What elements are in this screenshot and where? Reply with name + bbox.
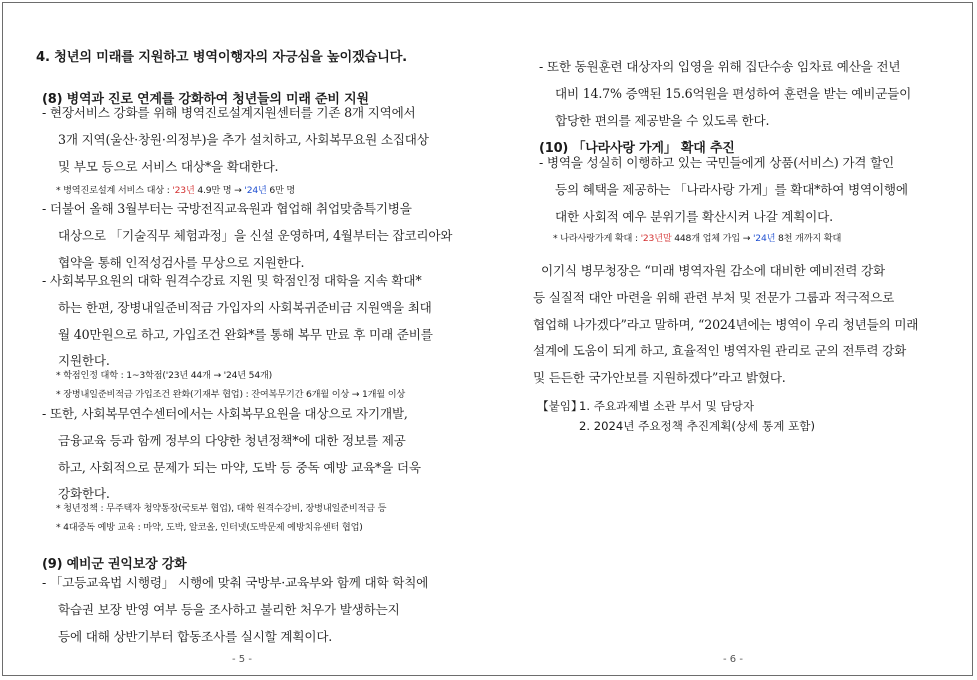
note-year-2024: '24년 bbox=[752, 233, 776, 244]
text-line: - 사회복무요원의 대학 원격수강료 지원 및 학점인정 대학을 지속 확대* bbox=[42, 273, 422, 288]
text-line: 및 부모 등으로 서비스 대상*을 확대한다. bbox=[58, 158, 279, 174]
note-text: * 병역진로설계 서비스 대상 : bbox=[56, 185, 173, 196]
attachment-item-1: 1. 주요과제별 소관 부서 및 담당자 bbox=[579, 399, 755, 413]
footnote-savings-condition: * 장병내일준비적금 가입조건 완화(기재부 협업) : 잔여복무기간 6개월 이상 → 1개월 이상 bbox=[56, 389, 406, 400]
text-line: 월 40만원으로 하고, 가입조건 완화*를 통해 복무 만료 후 미래 준비를 bbox=[58, 326, 433, 342]
text-line: 3개 지역(울산·창원·의정부)을 추가 설치하고, 사회복무요원 소집대상 bbox=[58, 131, 429, 147]
bullet-transport-budget bbox=[539, 54, 911, 134]
note-text: 8천 개까지 확대 bbox=[775, 233, 842, 244]
footnote-store-expansion bbox=[553, 230, 841, 244]
text-line: 금융교육 등과 함께 정부의 다양한 청년정책*에 대한 정보를 제공 bbox=[58, 432, 406, 448]
note-text: 4.9만 명 → bbox=[194, 185, 245, 196]
note-year-2024: '24년 bbox=[244, 185, 267, 196]
footnote-service-target bbox=[56, 182, 295, 196]
text-line: 지원한다. bbox=[58, 353, 110, 369]
text-line: 합당한 편의를 제공받을 수 있도록 한다. bbox=[555, 112, 770, 128]
note-text: 448개 업체 가입 → bbox=[671, 233, 753, 244]
note-text: 6만 명 bbox=[266, 185, 296, 196]
bullet-social-service-support bbox=[42, 268, 433, 375]
text-line: - 또한, 사회복무연수센터에서는 사회복무요원을 대상으로 자기개발, bbox=[42, 406, 408, 421]
text-line: 협약을 통해 인적성검사를 무상으로 지원한다. bbox=[58, 254, 305, 270]
text-line: 이기식 병무청장은 “미래 병역자원 감소에 대비한 예비전력 강화 bbox=[541, 263, 885, 278]
text-line: 등 실질적 대안 마련을 위해 관련 부처 및 전문가 그룹과 적극적으로 bbox=[533, 289, 895, 305]
text-line: - 더불어 올해 3월부터는 국방전직교육원과 협업해 취업맞춤특기병을 bbox=[42, 201, 412, 216]
page-number-left: - 5 - bbox=[232, 654, 252, 665]
text-line: 설계에 도움이 되게 하고, 효율적인 병역자원 관리로 군의 전투력 강화 bbox=[533, 343, 907, 359]
text-line: 대상으로 「기술직무 체험과정」을 신설 운영하며, 4월부터는 잡코리아와 bbox=[58, 227, 453, 243]
text-line: - 현장서비스 강화를 위해 병역진로설계지원센터를 기존 8개 지역에서 bbox=[42, 105, 416, 120]
text-line: 대한 사회적 예우 분위기를 확산시켜 나갈 계획이다. bbox=[555, 208, 833, 224]
text-line: - 병역을 성실히 이행하고 있는 국민들에게 상품(서비스) 가격 할인 bbox=[539, 155, 895, 170]
text-line: - 또한 동원훈련 대상자의 입영을 위해 집단수송 임차료 예산을 전년 bbox=[539, 59, 901, 74]
bullet-training-center bbox=[42, 401, 421, 508]
subsection-8-title: (8) 병역과 진로 연계를 강화하여 청년들의 미래 준비 지원 bbox=[42, 92, 369, 107]
text-line: 등에 대해 상반기부터 합동조사를 실시할 계획이다. bbox=[58, 628, 333, 644]
footnote-credit-university: * 학점인정 대학 : 1~3학점('23년 44개 → '24년 54개) bbox=[56, 370, 273, 381]
bullet-career-center bbox=[42, 100, 460, 180]
page-number-right: - 6 - bbox=[723, 654, 743, 665]
text-line: 강화한다. bbox=[58, 486, 110, 502]
text-line: 및 든든한 국가안보를 지원하겠다”라고 밝혔다. bbox=[533, 370, 786, 386]
bullet-narasarang-store bbox=[539, 150, 908, 230]
text-line: 협업해 나가겠다”라고 말하며, “2024년에는 병역이 우리 청년들의 미래 bbox=[533, 316, 919, 332]
commissioner-quote bbox=[533, 258, 918, 392]
bullet-job-training bbox=[42, 196, 452, 276]
text-line: 하고, 사회적으로 문제가 되는 마약, 도박 등 중독 예방 교육*을 더욱 bbox=[58, 459, 421, 475]
footnote-youth-policy: * 청년정책 : 무주택자 청약통장(국토부 협업), 대학 원격수강비, 장병내일준비적금 등 bbox=[56, 503, 387, 514]
section-heading-4: 4. 청년의 미래를 지원하고 병역이행자의 자긍심을 높이겠습니다. bbox=[36, 50, 407, 65]
note-year-2023: '23년 bbox=[172, 185, 195, 196]
subsection-9-title: (9) 예비군 권익보장 강화 bbox=[42, 557, 187, 572]
text-line: 하는 한편, 장병내일준비적금 가입자의 사회복귀준비금 지원액을 최대 bbox=[58, 299, 432, 315]
footnote-addiction-education: * 4대중독 예방 교육 : 마약, 도박, 알코올, 인터넷(도박문제 예방치유센터 협업) bbox=[56, 522, 363, 533]
text-line: 학습권 보장 반영 여부 등을 조사하고 불리한 처우가 발생하는지 bbox=[58, 601, 400, 617]
text-line: 대비 14.7% 증액된 15.6억원을 편성하여 훈련을 받는 예비군들이 bbox=[555, 85, 912, 101]
note-year-2023-end: '23년말 bbox=[640, 233, 672, 244]
attachment-label: 【붙임】 bbox=[537, 399, 583, 413]
text-line: 등의 혜택을 제공하는 「나라사랑 가게」를 확대*하여 병역이행에 bbox=[555, 181, 908, 197]
text-line: - 「고등교육법 시행령」 시행에 맞춰 국방부·교육부와 함께 대학 학칙에 bbox=[42, 575, 429, 590]
bullet-reservist-rights bbox=[42, 570, 428, 650]
attachment-item-2: 2. 2024년 주요정책 추진계획(상세 통계 포함) bbox=[579, 419, 816, 433]
subsection-10-title: (10) 「나라사랑 가게」 확대 추진 bbox=[539, 141, 735, 156]
note-text: * 나라사랑가게 확대 : bbox=[553, 233, 641, 244]
